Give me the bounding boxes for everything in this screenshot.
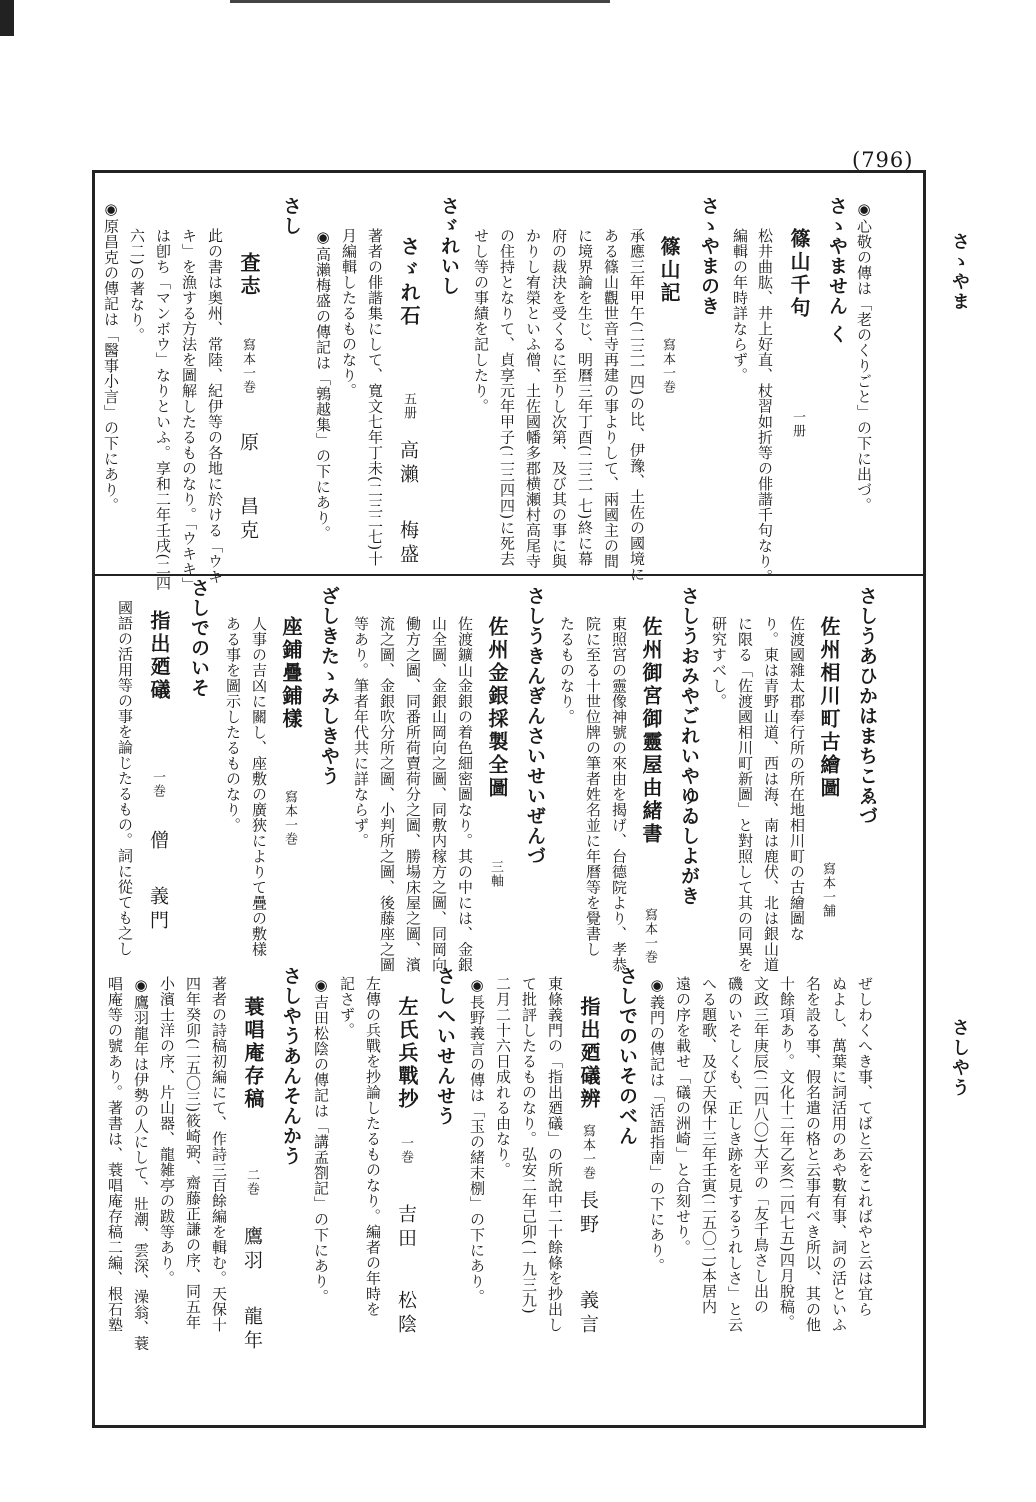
entry-text-line: 承應三年甲午(二三一四)の比、伊豫、土佐の國境に <box>628 228 646 582</box>
entry-text-line: かりし宥榮といふ僧、土佐國幡多郡横瀬村高尾寺 <box>524 228 542 569</box>
entry-volumes: 寫本一巻 <box>580 1124 595 1180</box>
entry-text-line: ◉長野義言の傳は「玉の緒末㭭」の下にあり。 <box>468 976 486 1305</box>
entry-reading: さしでのいそ <box>188 578 210 698</box>
entry-title: 佐州相川町古繪圖 <box>817 616 841 800</box>
entry-text-line: たるものなり。 <box>558 616 576 725</box>
entry-text-line: 院に至る十世位牌の筆者姓名並に年曆等を覺書し <box>584 616 602 957</box>
entry-reading: さしやうあんそんかう <box>280 966 302 1166</box>
entry-text-line: へる題歌、及び天保十三年壬寅(二五〇二)本居内 <box>700 976 718 1315</box>
entry-text-line: 月編輯したるものなり。 <box>340 228 358 399</box>
entry-title: 蓑唱庵存稿 <box>241 996 265 1111</box>
entry-text-line: 文政三年庚辰(二四八〇)大平の「友千鳥さし出の <box>752 976 770 1315</box>
entry-text-line: 國語の活用等の事を論じたるもの。詞に從ても之し <box>116 600 134 957</box>
entry-volumes: 一册 <box>790 410 805 438</box>
entry-text-line: ある事を圖示したるものなり。 <box>224 616 242 833</box>
entry-text-line: 六二)の著なり。 <box>128 228 146 343</box>
entry-author: 吉田 <box>395 1204 417 1252</box>
entry-reading: さし <box>280 196 302 236</box>
entry-text-line: ぜしわくへき事、てばと云をこればやと云は宜ら <box>856 976 874 1317</box>
entry-text-line: 松井曲肱、井上好直、杖習如折等の俳諧千句なり。 <box>756 228 774 585</box>
scan-edge-mark <box>0 0 14 36</box>
entry-volumes: 寫本一巻 <box>240 338 255 394</box>
running-head-right: さゝやま <box>949 232 970 312</box>
entry-text-line: ◉義門の傳記は「活語指南」の下にあり。 <box>648 976 666 1274</box>
entry-title: 指出廼礒 <box>147 610 171 702</box>
entry-volumes: 寫本一巻 <box>660 338 675 394</box>
entry-text-line: 府の裁決を受くるに至りし次第、及び其の事に與 <box>550 228 568 569</box>
entry-title: さゞれ石 <box>397 236 421 328</box>
entry-text-line: 記さず。 <box>338 976 356 1038</box>
running-head-left: さしやう <box>949 1018 970 1098</box>
entry-title: 座鋪疊鋪樣 <box>279 616 303 731</box>
entry-text-line: 二月二十六日成れる由なり。 <box>494 976 512 1178</box>
entry-author: 義門 <box>147 886 169 934</box>
entry-text-line: り。東は青野山道、西は海、南は鹿伏、北は銀山道 <box>762 616 780 973</box>
entry-volumes: 二巻 <box>244 1168 259 1196</box>
entry-author: 長野 <box>577 1190 599 1238</box>
entry-volumes: 寫本一巻 <box>282 790 297 846</box>
entry-author: 松陰 <box>395 1290 417 1338</box>
entry-text-line: 働方之圖、同番所荷賣荷分之圖、勝場床屋之圖、濱 <box>404 616 422 973</box>
entry-text-line: 唱庵等の號あり。著書は、蓑唱庵存稿二編、根石塾 <box>106 976 124 1333</box>
entry-reading: さしうきんぎんさいせいぜんづ <box>524 586 546 866</box>
entry-volumes: 一巻 <box>398 1136 413 1164</box>
entry-text-line: 東照宮の靈像神號の來由を揭げ、台德院より、孝恭 <box>610 616 628 973</box>
entry-author: 僧 <box>147 830 169 854</box>
entry-reading: さゞれいし <box>438 196 460 296</box>
entry-text-line: 佐渡鑛山金銀の着色細密圖なり。其の中には、金銀 <box>456 616 474 973</box>
entry-text-line: 人事の吉凶に關し、座敷の廣狹によりて疊の敷樣 <box>250 616 268 957</box>
entry-reading: さしでのいそのべん <box>616 966 638 1146</box>
page-number: (796) <box>852 148 914 172</box>
entry-reading: ざしきたゝみしきやう <box>318 586 340 786</box>
entry-text-line: 著者の詩稿初編にて、作詩三百餘編を輯む。天保十 <box>210 976 228 1333</box>
entry-volumes: 五册 <box>401 392 416 420</box>
entry-text-line: 研究すべし。 <box>710 616 728 709</box>
entry-text-line: 此の書は奥州、常陸、紀伊等の各地に於ける「ウキ <box>206 228 224 585</box>
entry-author: 梅盛 <box>397 520 419 568</box>
entry-reading: さしへいせんせう <box>434 966 456 1126</box>
entry-reading: さゝやまのき <box>698 196 720 316</box>
entry-text-line: ぬよし、萬葉に詞活用のあや數有事、詞の活といふ <box>830 976 848 1333</box>
entry-title: 篠山千句 <box>787 228 811 320</box>
entry-text-line: キ」を漁する方法を圖解したるものなり。「ウキキ」 <box>180 228 198 593</box>
entry-text-line: 名を設る事、假名遣の格と云事有べき所以、其の他 <box>804 976 822 1333</box>
entry-text-line: 左傳の兵戰を抄論したるものなり。編者の年時を <box>364 976 382 1317</box>
entry-text-line: に境界論を生じ、明曆三年丁酉(二三一七)終に幕 <box>576 228 594 567</box>
entry-text-line: の住持となりて、貞享元年甲子(二三四四)に死去 <box>498 228 516 567</box>
entry-author: 原 <box>237 432 259 456</box>
entry-text-line: ◉原昌克の傳記は「醫事小言」の下にあり。 <box>102 200 120 513</box>
entry-text-line: 佐渡國雜太郡奉行所の所在地相川町の古繪圖な <box>788 616 806 942</box>
entry-text-line: に限る「佐渡國相川町新圖」と對照して其の同異を <box>736 616 754 973</box>
entry-text-line: 磯のいそしくも、正しき跡を見するうれしさ」と云 <box>726 976 744 1333</box>
entry-volumes: 寫本一巻 <box>642 908 657 964</box>
entry-text-line: 十餘項あり。文化十二年乙亥(二四七五)四月脫稿。 <box>778 976 796 1330</box>
entry-reading: さしうあひかはまちこゑづ <box>856 586 878 826</box>
entry-volumes: 三軸 <box>488 860 503 888</box>
entry-author: 龍年 <box>241 1306 263 1354</box>
entry-title: 査志 <box>237 252 261 298</box>
entry-text-line: 編輯の年時詳ならず。 <box>731 228 749 383</box>
entry-text-line: ◉心敬の傳は「老のくりごと」の下に出づ。 <box>855 200 873 513</box>
entry-volumes: 一巻 <box>150 770 165 798</box>
entry-title: 左氏兵戰抄 <box>395 996 419 1111</box>
entry-author: 高瀨 <box>397 440 419 488</box>
entry-text-line: ある篠山觀世音寺再建の事よりして、兩國主の間 <box>602 228 620 569</box>
entry-text-line: ◉吉田松陰の傳記は「講孟劄記」の下にあり。 <box>312 976 330 1305</box>
entry-author: 鷹羽 <box>241 1226 263 1274</box>
scan-top-rule <box>230 0 610 3</box>
entry-title: 佐州金銀採製全圖 <box>485 616 509 800</box>
entry-text-line: 流之圖、金銀吹分所之圖、小判所之圖、後藤座之圖 <box>378 616 396 973</box>
entry-title: 佐州御宮御靈屋由緒書 <box>639 616 663 846</box>
entry-text-line: 東條義門の「指出廼礒」の所說中二十餘條を抄出し <box>546 976 564 1333</box>
entry-text-line: ◉高瀨梅盛の傳記は「鶉越集」の下にあり。 <box>314 228 332 541</box>
entry-author: 昌克 <box>237 496 259 544</box>
entry-text-line: 著者の俳諧集にして、寬文七年丁未(二三二七)十 <box>366 228 384 567</box>
entry-text-line: て批評したるものなり。弘安二年己卯(一九三九) <box>520 976 538 1315</box>
entry-text-line: せし等の事績を記したり。 <box>472 228 490 414</box>
entry-text-line: ◉鷹羽龍年は伊勢の人にして、壯潮、雲深、澡翁、蓑 <box>132 976 150 1351</box>
entry-title: 指出廼礒辨 <box>577 996 601 1111</box>
entry-text-line: 小濱士洋の序、片山器、龍雑亭の跋等あり。 <box>158 976 176 1286</box>
entry-text-line: 等あり。筆者年代共に詳ならず。 <box>352 616 370 849</box>
entry-text-line: は卽ち「マンボウ」なりといふ。享和二年壬戌(二四 <box>154 228 172 591</box>
entry-reading: さしうおみやごれいやゆゐしよがき <box>678 586 700 906</box>
entry-text-line: 遠の序を載せ「礒の洲崎」と合刻せり。 <box>674 976 692 1255</box>
entry-reading: さゝやません く <box>826 196 848 344</box>
entry-text-line: 四年癸卯(二五〇三)筱崎弼、齋藤正謙の序、同五年 <box>184 976 202 1330</box>
entry-title: 篠山記 <box>657 236 681 305</box>
entry-author: 義言 <box>577 1290 599 1338</box>
entry-text-line: 山全圖、金銀山岡向之圖、同敷内稼方之圖、同岡向 <box>430 616 448 973</box>
entry-volumes: 寫本一舗 <box>820 862 835 918</box>
